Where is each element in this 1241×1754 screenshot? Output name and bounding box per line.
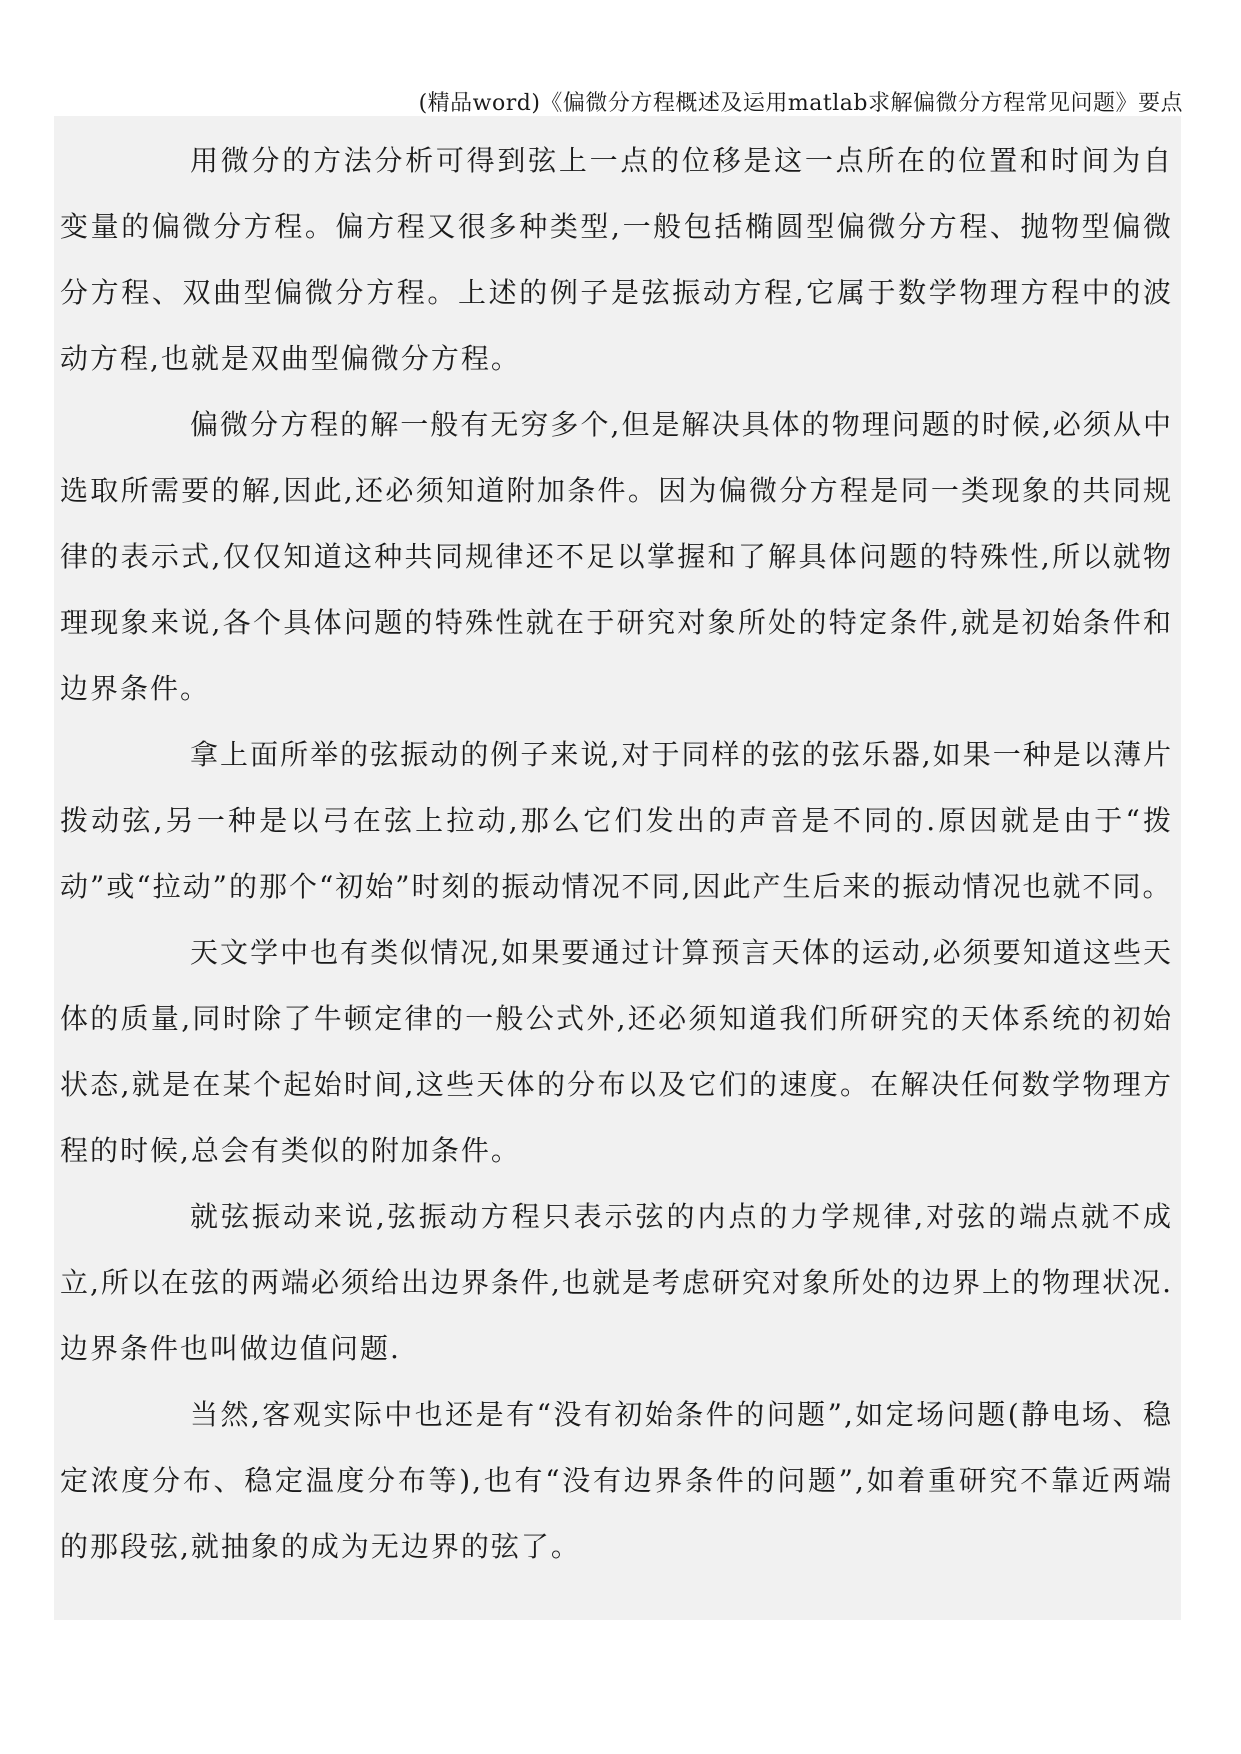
paragraph-boundary-conditions: 就弦振动来说,弦振动方程只表示弦的内点的力学规律,对弦的端点就不成立,所以在弦的两端必须给出边界条件,也就是考虑研究对象所处的边界上的物理状况.边界条件也叫做边值问题. [60, 1200, 1173, 1365]
body-text-block [54, 116, 1181, 1620]
paragraph-astronomy-example: 天文学中也有类似情况,如果要通过计算预言天体的运动,必须要知道这些天体的质量,同时除了牛顿定律的一般公式外,还必须知道我们所研究的天体系统的初始状态,就是在某个起始时间,这些天体的分布以及它们的速度。在解决任何数学物理方程的时候,总会有类似的附加条件。 [60, 936, 1173, 1167]
paragraph-no-condition-problems: 当然,客观实际中也还是有“没有初始条件的问题”,如定场问题(静电场、稳定浓度分布、稳定温度分布等),也有“没有边界条件的问题”,如着重研究不靠近两端的那段弦,就抽象的成为无边界的弦了。 [60, 1398, 1173, 1563]
document-header-title: (精品word)《偏微分方程概述及运用matlab求解偏微分方程常见问题》要点 [418, 91, 1183, 116]
paragraph-infinite-solutions: 偏微分方程的解一般有无穷多个,但是解决具体的物理问题的时候,必须从中选取所需要的解,因此,还必须知道附加条件。因为偏微分方程是同一类现象的共同规律的表示式,仅仅知道这种共同规律还不足以掌握和了解具体问题的特殊性,所以就物理现象来说,各个具体问题的特殊性就在于研究对象所处的特定条件,就是初始条件和边界条件。 [60, 408, 1173, 705]
paragraph-string-instrument-example: 拿上面所举的弦振动的例子来说,对于同样的弦的弦乐器,如果一种是以薄片拨动弦,另一种是以弓在弦上拉动,那么它们发出的声音是不同的.原因就是由于“拨动”或“拉动”的那个“初始”时刻的振动情况不同,因此产生后来的振动情况也就不同。 [60, 738, 1173, 903]
paragraph-pde-definition: 用微分的方法分析可得到弦上一点的位移是这一点所在的位置和时间为自变量的偏微分方程。偏方程又很多种类型,一般包括椭圆型偏微分方程、抛物型偏微分方程、双曲型偏微分方程。上述的例子是弦振动方程,它属于数学物理方程中的波动方程,也就是双曲型偏微分方程。 [60, 144, 1173, 375]
